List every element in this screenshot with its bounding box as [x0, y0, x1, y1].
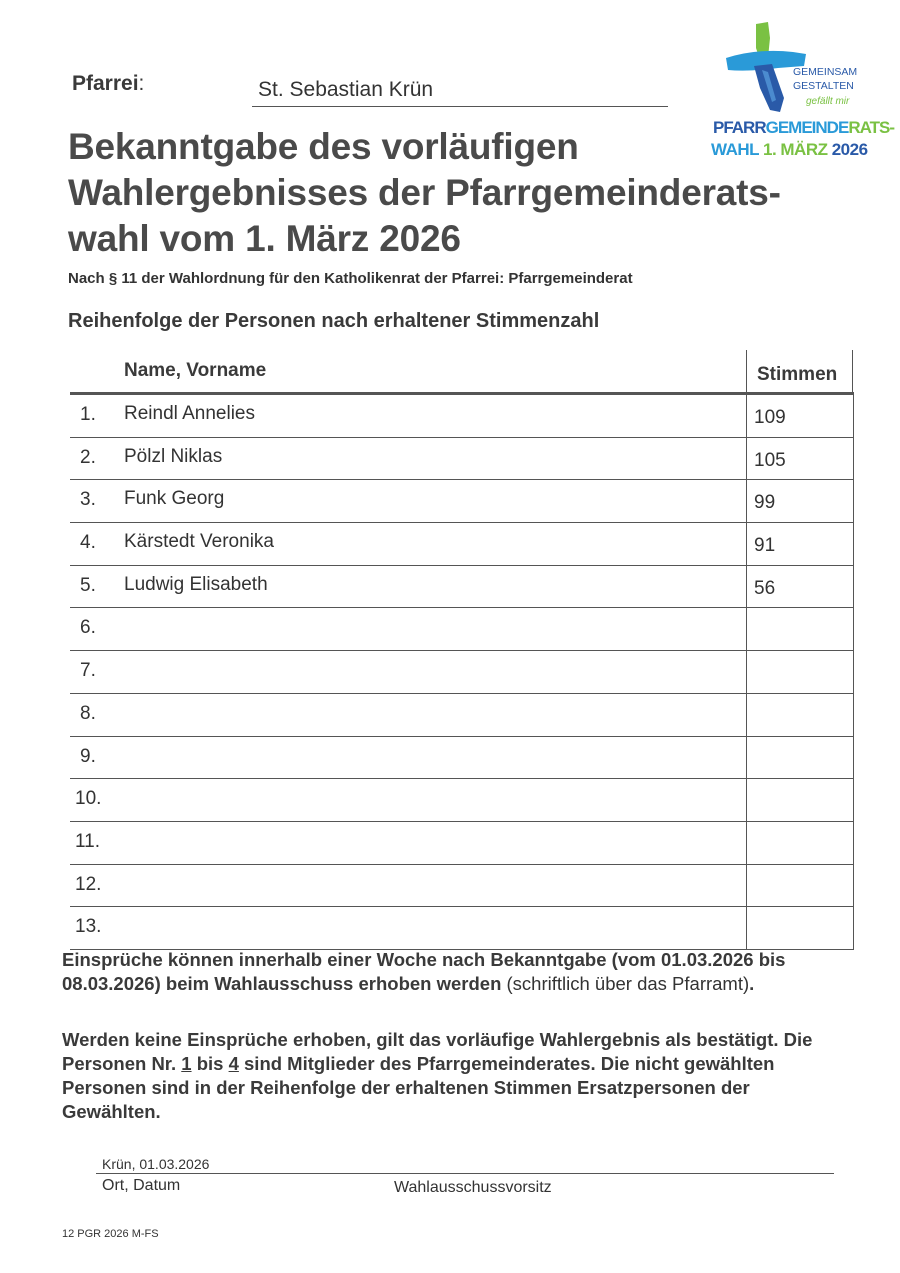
votes-cell [746, 438, 854, 480]
legal-subtitle: Nach § 11 der Wahlordnung für den Katholikenrat der Pfarrei: Pfarrgemeinderat [68, 270, 633, 287]
votes-cell [746, 651, 854, 693]
votes-value: 109 [754, 407, 786, 428]
objection-notice: Einsprüche können innerhalb einer Woche nach Bekanntgabe (vom 01.03.2026 bis 08.03.2026) beim Wahlausschuss erhoben werden (schriftlich über das Pfarramt). [62, 949, 786, 994]
table-row [70, 651, 854, 694]
votes-cell [746, 480, 854, 522]
section-heading: Reihenfolge der Personen nach erhaltener Stimmenzahl [68, 310, 600, 332]
row-number: 11. [75, 830, 101, 852]
row-number: 8. [80, 702, 96, 724]
logo-tagline: gefällt mir [806, 96, 850, 107]
votes-cell [746, 822, 854, 864]
votes-cell [746, 737, 854, 779]
chair-label: Wahlausschussvorsitz [394, 1179, 552, 1196]
candidate-name: Pölzl Niklas [124, 445, 223, 467]
votes-cell [746, 779, 854, 821]
table-row [70, 779, 854, 822]
form-code: 12 PGR 2026 M-FS [62, 1228, 159, 1240]
votes-value: 99 [754, 492, 776, 514]
votes-value: 56 [754, 577, 776, 599]
pfarrei-underline [252, 106, 668, 107]
table-row [70, 737, 854, 780]
votes-cell [746, 694, 854, 736]
table-header [70, 350, 854, 392]
logo-title-line1: PFARRGEMEINDERATS- [713, 118, 894, 137]
row-number: 12. [75, 873, 102, 895]
votes-cell [746, 395, 854, 437]
votes-cell [746, 566, 854, 608]
column-header-votes: Stimmen [757, 364, 838, 385]
votes-value: 105 [754, 449, 786, 471]
row-number: 9. [80, 745, 96, 767]
table-row [70, 395, 854, 438]
table-row [70, 480, 854, 523]
signature-line [96, 1173, 834, 1174]
place-date-value: Krün, 01.03.2026 [102, 1156, 210, 1172]
page-title: Bekanntgabe des vorläufigen Wahlergebnisses der Pfarrgemeinderats- wahl vom 1. März 2026 [68, 126, 781, 259]
table-row [70, 438, 854, 481]
pfarrei-label: Pfarrei: [72, 72, 145, 95]
row-number: 3. [80, 489, 96, 511]
row-number: 2. [80, 446, 96, 468]
row-number: 1. [80, 404, 96, 425]
place-date-label: Ort, Datum [102, 1177, 181, 1194]
candidate-name: Kärstedt Veronika [124, 531, 274, 553]
votes-cell [746, 865, 854, 907]
table-row [70, 694, 854, 737]
votes-value: 91 [754, 535, 776, 557]
votes-cell [746, 523, 854, 565]
row-number: 6. [80, 617, 96, 639]
logo-slogan: GEMEINSAM GESTALTEN [793, 66, 858, 92]
row-number: 10. [75, 788, 102, 810]
pfarrei-value: St. Sebastian Krün [258, 78, 434, 101]
candidate-name: Ludwig Elisabeth [124, 573, 268, 595]
table-row [70, 822, 854, 865]
row-number: 13. [75, 916, 102, 938]
table-row [70, 566, 854, 609]
row-number: 5. [80, 574, 96, 596]
votes-cell [746, 907, 854, 949]
votes-cell [746, 608, 854, 650]
table-row [70, 907, 854, 950]
candidate-name: Funk Georg [124, 488, 225, 510]
row-number: 7. [80, 660, 96, 682]
candidate-name: Reindl Annelies [124, 403, 255, 424]
logo-title-line2: WAHL 1. MÄRZ 2026 [711, 140, 868, 159]
table-row [70, 523, 854, 566]
confirmation-notice: Werden keine Einsprüche erhoben, gilt das vorläufige Wahlergebnis als bestätigt. Die Personen Nr. 1 bis 4 sind Mitglieder des Pfarrgemeinderates. Die nicht gewählten Personen sind in der Reihenfolge der erhaltenen Stimmen Ersatzpersonen der Gewählten. [62, 1029, 813, 1122]
row-number: 4. [80, 532, 96, 554]
table-row [70, 608, 854, 651]
column-header-name: Name, Vorname [124, 360, 267, 381]
results-table [70, 350, 854, 950]
table-row [70, 865, 854, 908]
